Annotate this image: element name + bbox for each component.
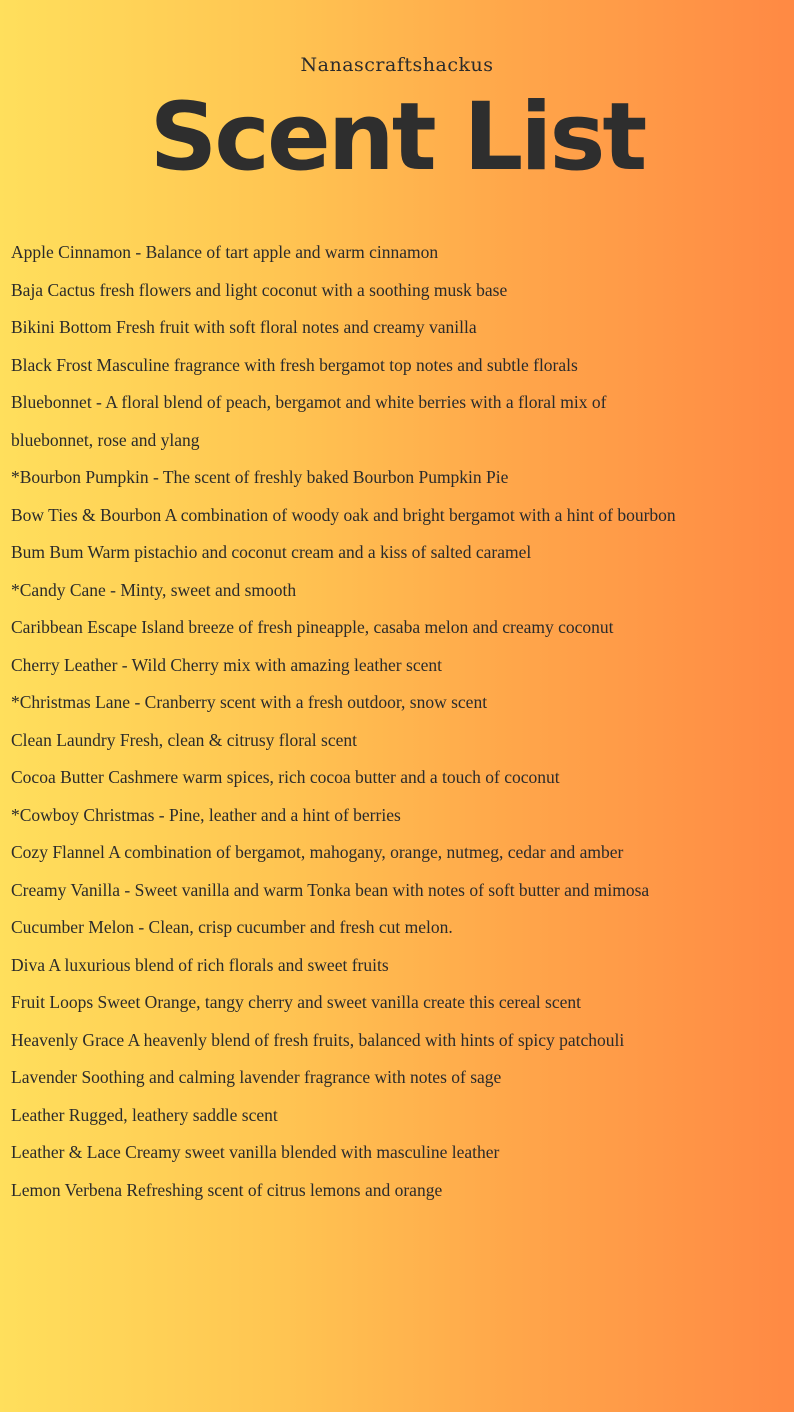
- scent-list: [11, 234, 791, 1209]
- scent-item: Bow Ties & Bourbon A combination of woody oak and bright bergamot with a hint of bourbon: [11, 504, 676, 525]
- scent-item: Lavender Soothing and calming lavender fragrance with notes of sage: [11, 1067, 502, 1087]
- scent-item: Creamy Vanilla - Sweet vanilla and warm Tonka bean with notes of soft butter and mimosa: [11, 879, 650, 900]
- scent-item: Bikini Bottom Fresh fruit with soft floral notes and creamy vanilla: [11, 317, 477, 337]
- scent-item: Cherry Leather - Wild Cherry mix with amazing leather scent: [11, 654, 442, 675]
- scent-item: Black Frost Masculine fragrance with fresh bergamot top notes and subtle florals: [11, 354, 578, 375]
- scent-item: Clean Laundry Fresh, clean & citrusy floral scent: [11, 729, 358, 750]
- scent-item: Fruit Loops Sweet Orange, tangy cherry and sweet vanilla create this cereal scent: [11, 992, 581, 1012]
- scent-item: Diva A luxurious blend of rich florals and sweet fruits: [11, 954, 389, 975]
- scent-item: Bluebonnet - A floral blend of peach, bergamot and white berries with a floral mix of: [11, 392, 607, 412]
- scent-item: *Bourbon Pumpkin - The scent of freshly baked Bourbon Pumpkin Pie: [11, 467, 509, 487]
- scent-item: *Christmas Lane - Cranberry scent with a fresh outdoor, snow scent: [11, 692, 488, 712]
- scent-item: Leather & Lace Creamy sweet vanilla blended with masculine leather: [11, 1142, 500, 1162]
- scent-item: Lemon Verbena Refreshing scent of citrus lemons and orange: [11, 1179, 443, 1200]
- scent-item: Cucumber Melon - Clean, crisp cucumber and fresh cut melon.: [11, 917, 453, 937]
- scent-item: bluebonnet, rose and ylang: [11, 429, 200, 450]
- scent-item: Bum Bum Warm pistachio and coconut cream and a kiss of salted caramel: [11, 542, 532, 562]
- scent-item: Apple Cinnamon - Balance of tart apple and warm cinnamon: [11, 242, 439, 262]
- scent-item: Leather Rugged, leathery saddle scent: [11, 1104, 278, 1125]
- scent-item: Caribbean Escape Island breeze of fresh pineapple, casaba melon and creamy coconut: [11, 617, 614, 637]
- brand-name: Nanascraftshackus: [300, 54, 494, 76]
- scent-item: Heavenly Grace A heavenly blend of fresh fruits, balanced with hints of spicy patchouli: [11, 1029, 625, 1050]
- scent-item: Cocoa Butter Cashmere warm spices, rich cocoa butter and a touch of coconut: [11, 767, 560, 787]
- scent-item: *Cowboy Christmas - Pine, leather and a hint of berries: [11, 804, 401, 825]
- scent-item: Cozy Flannel A combination of bergamot, mahogany, orange, nutmeg, cedar and amber: [11, 842, 624, 862]
- scent-item: Baja Cactus fresh flowers and light coconut with a soothing musk base: [11, 279, 508, 300]
- page-title: Scent List: [149, 83, 645, 192]
- scent-item: *Candy Cane - Minty, sweet and smooth: [11, 579, 297, 600]
